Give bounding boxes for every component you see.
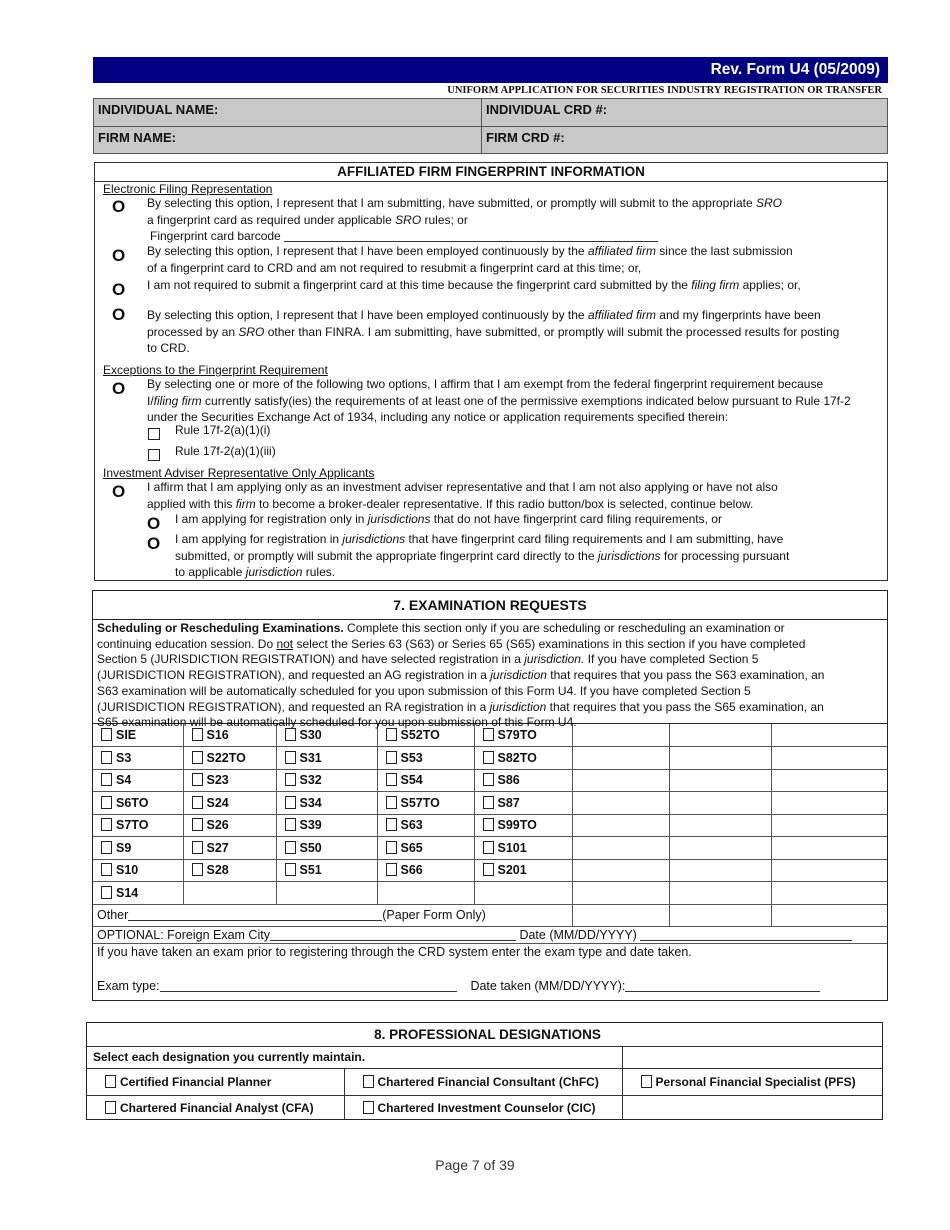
text-segment: select the Series 63 (S63) or Series 65 (S65) examinations in this section if you have completed [293,636,806,651]
exam-option-s65[interactable] [377,837,474,860]
form-subtitle: UNIFORM APPLICATION FOR SECURITIES INDUSTRY REGISTRATION OR TRANSFER [447,85,882,96]
checkbox[interactable] [285,796,296,809]
checkbox[interactable] [386,751,397,764]
text-segment: I am not required to submit a fingerprint card at this time because the fingerprint card submitted by the [147,278,692,292]
other-label: Other [97,908,129,923]
text-segment: Complete this section only if you are scheduling or rescheduling an examination or [343,621,785,635]
firm-crd-field[interactable]: FIRM CRD #: [486,130,565,145]
empty-cell [771,747,887,770]
exam-option-s7to[interactable] [93,814,183,837]
text-segment: continuing education session. Do [97,636,277,651]
fingerprint-section [94,162,888,581]
exam-code-label: S30 [299,728,322,742]
text-segment: filing firm [691,278,740,292]
exam-option-s6to[interactable] [93,792,183,815]
text-segment: jurisdictions [597,548,661,563]
empty-cell [771,859,887,882]
paper-only-note: (Paper Form Only) [382,908,486,923]
text-segment: a fingerprint card as required under applicable [147,212,396,227]
text-segment: since the last submission [655,244,793,258]
form-revision: Rev. Form U4 (05/2009) [710,61,880,78]
barcode-label: Fingerprint card barcode [150,229,281,243]
exam-option-s9[interactable] [93,837,183,860]
exam-type-label: Exam type: [97,979,160,993]
exam-code-label: S57TO [400,795,440,810]
exam-option-s99to[interactable] [474,814,572,837]
empty-cell [771,814,887,837]
text-segment: for processing pursuant [660,548,790,563]
checkbox[interactable] [386,728,397,741]
text-segment: I am applying for registration only in [175,512,368,526]
text-segment: jurisdiction. [524,652,585,667]
option-text [147,307,839,357]
empty-cell [572,814,669,837]
checkbox[interactable] [105,1075,116,1088]
exam-option-s22to[interactable] [183,747,276,770]
text-segment: SRO [755,196,782,210]
exam-code-label: S50 [299,840,322,855]
checkbox[interactable] [285,863,296,876]
checkbox[interactable] [101,796,112,809]
checkbox[interactable] [641,1075,652,1088]
exam-code-label: S32 [299,773,322,788]
designation-cfa[interactable] [87,1095,344,1120]
exam-code-label: S28 [206,863,229,878]
empty-cell [474,882,572,905]
exam-code-label: S16 [206,728,229,742]
prior-exam-row [93,944,887,1001]
rule-label: Rule 17f-2(a)(1)(i) [175,423,271,437]
empty-cell [771,769,887,792]
checkbox[interactable] [363,1101,374,1114]
checkbox[interactable] [386,773,397,786]
checkbox-rule-17f-2-iii[interactable] [148,449,160,461]
checkbox[interactable] [192,751,203,764]
exam-grid-row [93,792,887,815]
text-segment: I/ [147,393,154,408]
exam-code-label: S27 [206,840,229,855]
designation-pfs[interactable] [622,1068,882,1095]
text-segment: Section 5 (JURISDICTION REGISTRATION) and have selected registration in a [97,652,525,667]
text-segment: By selecting one or more of the following two options, I affirm that I am exempt from the federal fingerprint requirement because [147,377,824,391]
checkbox[interactable] [192,773,203,786]
examination-requests-section [92,590,888,1001]
radio-electronic-3[interactable]: O [112,280,126,299]
designation-cic[interactable] [344,1095,622,1120]
exam-code-label: S10 [116,863,139,878]
empty-cell [771,792,887,815]
exam-code-label: S39 [299,818,322,833]
exam-option-s54[interactable] [377,769,474,792]
checkbox[interactable] [101,818,112,831]
exam-option-s26[interactable] [183,814,276,837]
checkbox[interactable] [483,773,494,786]
exam-code-label: S52TO [400,728,440,742]
text-segment: submitted, or promptly will submit the appropriate fingerprint card directly to the [175,548,598,563]
text-segment: affiliated firm [587,244,656,258]
checkbox[interactable] [363,1075,374,1088]
exam-grid-row [93,837,887,860]
text-segment: applies; or, [739,278,801,292]
exam-code-label: S54 [400,773,423,788]
checkbox[interactable] [285,841,296,854]
prior-exam-fields[interactable] [97,979,883,993]
option-text [175,531,789,581]
text-segment: affiliated firm [587,308,656,322]
individual-name-field[interactable]: INDIVIDUAL NAME: [98,102,219,117]
designation-label: Chartered Financial Analyst (CFA) [120,1100,314,1115]
section-title: 8. PROFESSIONAL DESIGNATIONS [87,1023,882,1046]
text-segment: jurisdictions [342,532,406,546]
text-segment: By selecting this option, I represent that I have been employed continuously by the [147,308,588,322]
exam-code-label: S65 [400,840,423,855]
empty-cell [669,859,771,882]
exam-option-s50[interactable] [276,837,377,860]
option-text [147,376,851,426]
exceptions-heading: Exceptions to the Fingerprint Requirement [103,363,328,377]
designation-label: Certified Financial Planner [120,1074,272,1089]
option-text [147,195,782,228]
checkbox[interactable] [483,751,494,764]
designation-label: Personal Financial Specialist (PFS) [655,1074,856,1089]
designation-cfp[interactable] [87,1068,344,1095]
text-segment: I am applying for registration in [175,532,343,546]
exam-option-s66[interactable] [377,859,474,882]
exam-code-label: S86 [497,773,520,788]
checkbox[interactable] [285,773,296,786]
empty-cell [572,792,669,815]
checkbox[interactable] [192,818,203,831]
text-segment: By selecting this option, I represent that I am submitting, have submitted, or promptly will submit to the appropriate [147,196,756,210]
exam-option-s51[interactable] [276,859,377,882]
text-segment: and my fingerprints have been [655,308,821,322]
text-segment: firm [235,496,256,511]
exam-code-label: S24 [206,795,229,810]
checkbox[interactable] [386,796,397,809]
designation-label: Chartered Financial Consultant (ChFC) [377,1074,599,1089]
foreign-exam-row[interactable] [93,927,887,944]
text-segment: rules; or [421,212,468,227]
designation-chfc[interactable] [344,1068,622,1095]
text-segment: to become a broker-dealer representative. If this radio button/box is selected, continue below. [255,496,754,511]
checkbox[interactable] [192,841,203,854]
radio-exception[interactable]: O [112,379,126,398]
option-text [147,277,801,294]
text-segment: currently satisfy(ies) the requirements of at least one of the permissive exemptions indicated below pursuant to Rule 17f-2 [201,393,851,408]
checkbox[interactable] [101,773,112,786]
text-segment: filing firm [153,393,202,408]
other-exam-field[interactable] [93,904,572,927]
exam-option-s87[interactable] [474,792,572,815]
text-segment: that do not have fingerprint card filing requirements, or [430,512,722,526]
checkbox[interactable] [192,863,203,876]
exam-option-s82to[interactable] [474,747,572,770]
radio-iar[interactable]: O [112,482,126,501]
empty-cell [669,724,771,747]
checkbox-rule-17f-2-i[interactable] [148,428,160,440]
radio-electronic-4[interactable]: O [112,305,126,324]
designations-instruction: Select each designation you currently maintain. [87,1046,622,1068]
exam-code-label: S101 [497,840,527,855]
exam-grid-row [93,859,887,882]
text-segment: to CRD. [147,341,190,355]
option-text [147,479,778,512]
checkbox[interactable] [386,818,397,831]
text-segment: SRO [238,324,265,339]
electronic-filing-heading: Electronic Filing Representation [103,182,273,196]
checkbox[interactable] [101,751,112,764]
text-segment: that requires that you pass the S63 examination, an [546,668,825,683]
exam-code-label: S82TO [497,750,537,765]
empty-cell [572,769,669,792]
exam-code-label: S14 [116,885,139,900]
text-segment: not [276,636,294,651]
exam-code-label: S99TO [497,818,537,833]
exam-grid-row [93,814,887,837]
empty-cell [276,882,377,905]
exam-option-s28[interactable] [183,859,276,882]
exam-code-label: S201 [497,863,527,878]
radio-electronic-2[interactable]: O [112,246,126,265]
exam-code-label: SIE [116,728,137,742]
text-segment: that have fingerprint card filing requirements and I am submitting, have [405,532,784,546]
exam-option-s63[interactable] [377,814,474,837]
foreign-date-label: Date (MM/DD/YYYY) [519,928,637,942]
individual-crd-field[interactable]: INDIVIDUAL CRD #: [486,102,608,117]
checkbox[interactable] [105,1101,116,1114]
exam-option-s201[interactable] [474,859,572,882]
text-segment: that requires that you pass the S65 examination, an [546,699,824,714]
checkbox[interactable] [285,751,296,764]
prior-exam-note: If you have taken an exam prior to registering through the CRD system enter the exam type and date taken. [97,945,692,959]
exam-option-s34[interactable] [276,792,377,815]
checkbox[interactable] [285,728,296,741]
empty-cell [669,792,771,815]
exam-code-label: S9 [116,840,132,855]
empty-cell [572,859,669,882]
option-text [175,511,722,528]
empty-cell [669,837,771,860]
exam-code-label: S87 [497,795,520,810]
checkbox[interactable] [285,818,296,831]
exam-code-label: S34 [299,795,322,810]
text-segment: jurisdiction [490,668,547,683]
exam-code-label: S6TO [116,795,149,810]
text-segment: other than FINRA. I am submitting, have submitted, or promptly will submit the processed results for posting [264,324,840,339]
text-segment: S63 examination will be automatically scheduled for you upon submission of this Form U4. If you have completed Section 5 [97,683,751,698]
checkbox[interactable] [483,818,494,831]
empty-cell [377,882,474,905]
empty-cell [183,882,276,905]
empty-cell [572,837,669,860]
text-segment: jurisdiction [245,565,303,579]
checkbox[interactable] [386,841,397,854]
iar-heading: Investment Adviser Representative Only Applicants [103,466,375,480]
exam-option-s24[interactable] [183,792,276,815]
text-segment: jurisdiction [489,699,547,714]
identity-table [93,98,888,154]
checkbox[interactable] [483,728,494,741]
exam-instructions [93,620,887,730]
rule-label: Rule 17f-2(a)(1)(iii) [175,444,276,458]
checkbox[interactable] [101,841,112,854]
checkbox[interactable] [386,863,397,876]
exam-code-label: S63 [400,818,423,833]
exam-code-label: S4 [116,773,132,788]
text-segment: By selecting this option, I represent that I have been employed continuously by the [147,244,588,258]
date-taken-label: Date taken (MM/DD/YYYY): [470,979,626,993]
empty-cell [771,724,887,747]
text-segment: processed by an [147,324,239,339]
page-number: Page 7 of 39 [435,1157,515,1173]
empty-cell [669,747,771,770]
checkbox[interactable] [192,796,203,809]
empty-cell [572,747,669,770]
radio-electronic-1[interactable]: O [112,197,126,216]
exam-option-s86[interactable] [474,769,572,792]
foreign-city-label: OPTIONAL: Foreign Exam City [97,928,270,942]
empty-cell [771,837,887,860]
text-segment: jurisdictions [367,512,431,526]
exam-option-s57to[interactable] [377,792,474,815]
checkbox[interactable] [101,863,112,876]
exam-code-label: S51 [299,863,322,878]
exam-grid-row [93,769,887,792]
checkbox[interactable] [101,886,112,899]
exam-code-label: S66 [400,863,423,878]
professional-designations-section [86,1022,883,1120]
exam-code-label: S31 [299,750,322,765]
text-segment: applied with this [147,496,236,511]
exam-option-s32[interactable] [276,769,377,792]
text-segment: I affirm that I am applying only as an investment adviser representative and that I am not also applying or have not also [147,480,778,494]
empty-cell [669,769,771,792]
radio-iar-with-requirements[interactable]: O [147,534,161,553]
exam-code-label: S53 [400,750,423,765]
text-segment: If you have completed Section 5 [584,652,759,667]
empty-cell [669,882,771,905]
text-segment: under the Securities Exchange Act of 1934, including any notice or application requirements specified therein: [147,410,729,424]
exam-code-label: S22TO [206,750,246,765]
exam-option-s3[interactable] [93,747,183,770]
text-segment: SRO [395,212,422,227]
exam-code-label: S7TO [116,818,149,833]
empty-cell [669,814,771,837]
exam-code-label: S3 [116,750,132,765]
exam-option-s27[interactable] [183,837,276,860]
exam-grid [93,724,887,1001]
exam-grid-row [93,882,887,905]
exam-code-label: S26 [206,818,229,833]
section-title: AFFILIATED FIRM FINGERPRINT INFORMATION [95,163,887,182]
exam-grid-row [93,747,887,770]
checkbox[interactable] [483,841,494,854]
text-segment: of a fingerprint card to CRD and am not required to resubmit a fingerprint card at this time; or, [147,260,642,275]
checkbox[interactable] [483,796,494,809]
text-segment: Scheduling or Rescheduling Examinations. [97,621,344,635]
empty-cell [572,882,669,905]
checkbox[interactable] [101,728,112,741]
exam-code-label: S79TO [497,728,537,742]
firm-name-field[interactable]: FIRM NAME: [98,130,176,145]
checkbox[interactable] [483,863,494,876]
text-segment: S65 examination will be automatically scheduled for you upon submission of this Form U4. [97,715,577,730]
exam-option-s14[interactable] [93,882,183,905]
text-segment: (JURISDICTION REGISTRATION), and requested an AG registration in a [97,668,491,683]
text-segment: to applicable [175,565,246,579]
exam-option-s53[interactable] [377,747,474,770]
exam-option-s10[interactable] [93,859,183,882]
option-text [147,243,793,276]
text-segment: (JURISDICTION REGISTRATION), and requested an RA registration in a [97,699,490,714]
exam-code-label: S23 [206,773,229,788]
designation-label: Chartered Investment Counselor (CIC) [377,1100,596,1115]
empty-cell [771,882,887,905]
section-title: 7. EXAMINATION REQUESTS [93,591,887,620]
radio-iar-no-requirements[interactable]: O [147,514,161,533]
checkbox[interactable] [192,728,203,741]
exam-option-s4[interactable] [93,769,183,792]
empty-cell [572,724,669,747]
exam-option-s31[interactable] [276,747,377,770]
exam-option-s39[interactable] [276,814,377,837]
exam-grid-row [93,724,887,747]
text-segment: rules. [302,565,336,579]
exam-option-s23[interactable] [183,769,276,792]
exam-option-s101[interactable] [474,837,572,860]
form-header-bar [93,57,888,83]
